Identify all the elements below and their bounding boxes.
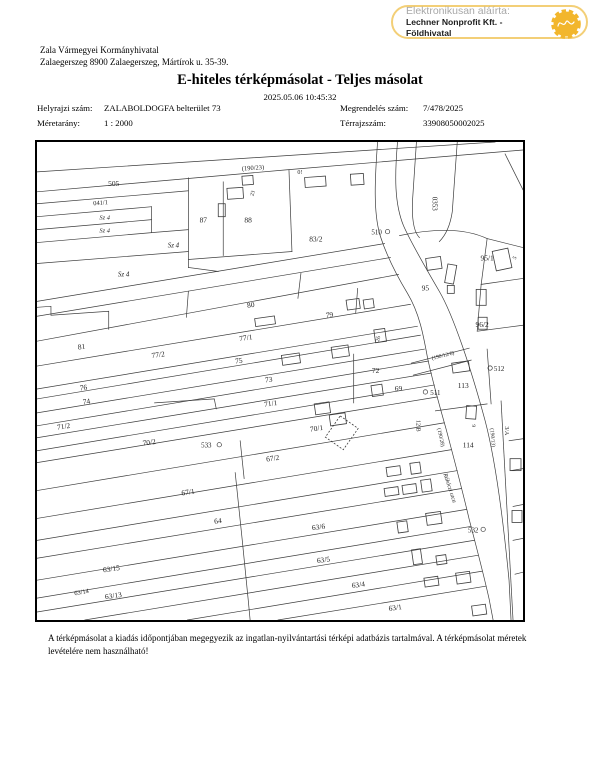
parcel-label: Sz 4 (117, 270, 130, 279)
parcel-label: 67/1 (180, 486, 196, 498)
map-sheet-label: Térrajzszám: (340, 118, 386, 128)
parcel-label: 505 (108, 178, 120, 188)
parcel-label: 114 (462, 440, 474, 450)
parcel-label: 88 (244, 215, 252, 225)
parcel-label: 70/2 (142, 436, 157, 448)
parcel-label: 63/6 (311, 521, 326, 533)
parcel-label: 63/1 (387, 602, 403, 613)
parcel-label: Sz 4 (99, 227, 111, 235)
parcel-label: (190/13) (488, 428, 496, 448)
parcel-label: 83/2 (309, 234, 323, 244)
parcel-label: 96/2 (475, 320, 489, 330)
parcel-label: 0! (297, 169, 303, 176)
cadastral-map (35, 140, 525, 622)
esign-signer-name: Lechner Nonprofit Kft. - Földhivatal (406, 17, 503, 38)
parcel-label: 72 (371, 366, 380, 376)
parcel-label: 77/1 (238, 332, 253, 344)
map-canvas (37, 142, 523, 620)
parcel-label: 74 (82, 396, 91, 407)
parcel-label: Rákóczi utca (441, 472, 457, 504)
parcel-label: 80 (246, 299, 256, 310)
parcel-label: 0353 (430, 196, 439, 211)
parcel-label: 77/2 (150, 349, 166, 361)
parcel-label: 511 (430, 388, 441, 397)
parcel-label: 9 (470, 424, 477, 428)
seal-signature-icon (547, 5, 585, 43)
parcel-label: 76 (79, 382, 88, 393)
parcel-label: 71/1 (263, 398, 278, 409)
parcel-label: 532 (467, 526, 479, 535)
parcel-label: 70/1 (309, 422, 324, 434)
parcel-label: Sz 4 (167, 241, 180, 250)
parcel-label: (190/28) (435, 427, 446, 448)
parcel-label: 23 (249, 190, 257, 197)
scale-label: Méretarány: (37, 118, 80, 128)
document-title: E-hiteles térképmásolat - Teljes másolat (177, 72, 423, 88)
document-datetime: 2025.05.06 10:45:32 (263, 92, 337, 102)
parcel-label: (190/23) (241, 164, 265, 173)
survey-point-icon (423, 390, 427, 394)
parcel-label: 95/1 (480, 253, 494, 263)
building-outlines (218, 173, 522, 616)
parcel-id-value: ZALABOLDOGFA belterület 73 (104, 103, 221, 113)
parcel-label: 041/1 (92, 199, 109, 208)
issuing-office-block (40, 44, 228, 68)
parcel-label: 63/15 (102, 563, 121, 575)
survey-point-icon (385, 229, 389, 233)
parcel-label: 79 (325, 309, 334, 320)
parcel-label: 73 (264, 374, 274, 385)
esign-badge (391, 5, 588, 39)
parcel-label: 81 (77, 341, 86, 352)
parcel-label: 67/2 (265, 452, 280, 464)
map-sheet-value: 33908050002025 (423, 118, 485, 128)
parcel-label: 63/5 (316, 554, 331, 566)
parcel-labels (56, 164, 518, 613)
document-meta (37, 103, 563, 133)
survey-point-icon (481, 527, 485, 531)
office-address: Zalaegerszeg 8900 Zalaegerszeg, Mártírok u. 35-39. (40, 57, 229, 67)
parcel-label: 87 (199, 215, 208, 225)
parcel-id-label: Helyrajzi szám: (37, 103, 93, 113)
order-number-label: Megrendelés szám: (340, 103, 409, 113)
parcel-label: 75 (234, 355, 244, 366)
parcel-label: 63/4 (351, 579, 366, 591)
scale-value: 1 : 2000 (104, 118, 133, 128)
parcel-label: 26 (375, 335, 383, 343)
parcel-label: 533 (201, 441, 212, 450)
disclaimer-text: A térképmásolat a kiadás időpontjában megegyezik az ingatlan-nyilvántartási térképi adatbázis tartalmával. A térképmásolat méretek levételére nem használható! (48, 633, 527, 656)
parcel-label: 95 (421, 283, 430, 293)
parcel-label: 512 (493, 365, 505, 374)
parcel-label: 63/13 (104, 589, 123, 602)
order-number-value: 7/478/2025 (423, 103, 464, 113)
parcel-label: 64 (213, 515, 223, 526)
parcel-label: 12/B (414, 420, 421, 432)
esign-signed-by-text: Elektronikusan aláírta: (406, 5, 510, 17)
parcel-label: 63/14 (73, 587, 90, 598)
parcel-label: 69 (394, 383, 403, 393)
office-name: Zala Vármegyei Kormányhivatal (40, 45, 159, 55)
parcel-label: 3/A (503, 426, 510, 436)
parcel-label: (190/12/6) (431, 350, 456, 362)
survey-point-icon (217, 443, 221, 447)
parcel-label: Sz 4 (99, 214, 111, 222)
parcel-label: 5 (511, 255, 519, 261)
parcel-label: 113 (457, 380, 469, 390)
parcel-label: 510 (371, 228, 382, 237)
parcel-label: 71/2 (56, 420, 71, 432)
